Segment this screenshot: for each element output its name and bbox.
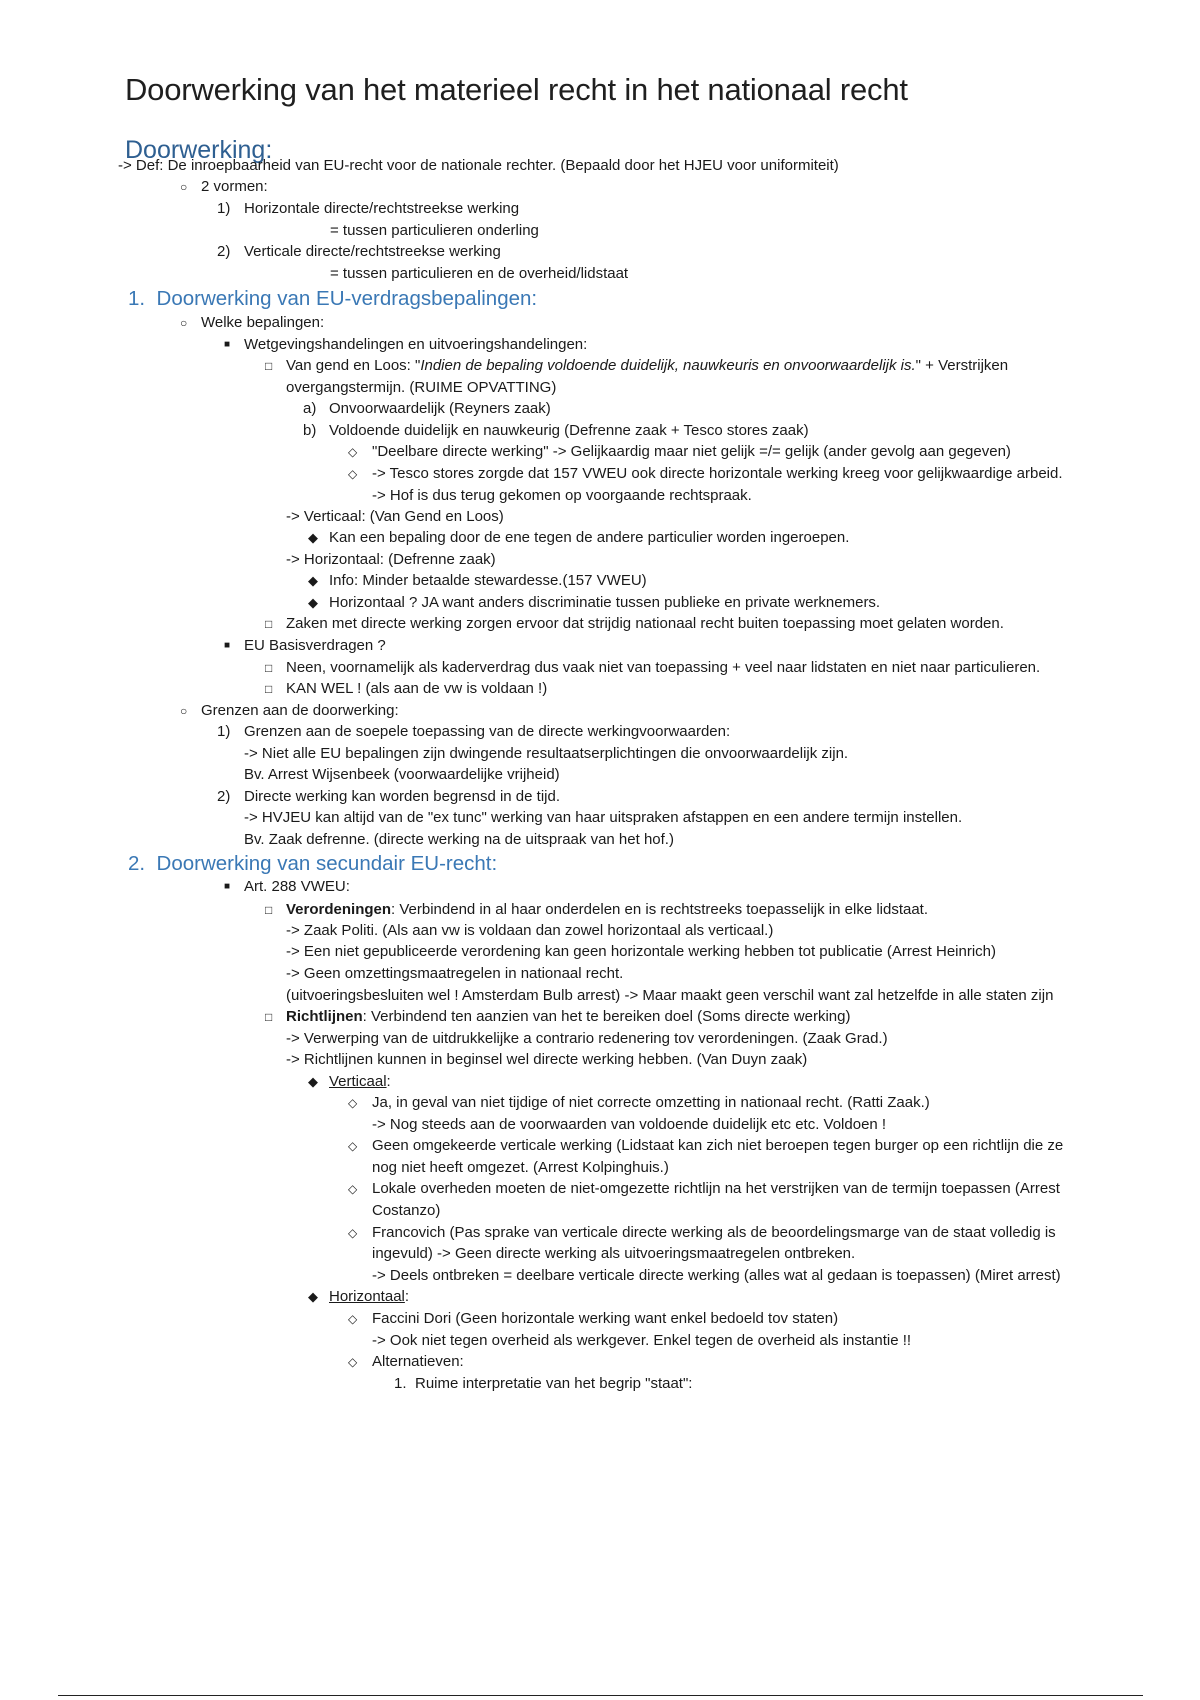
diamond-outline-icon: ◇ [348,1355,358,1369]
deelbare-line: "Deelbare directe werking" -> Gelijkaardig maar niet gelijk =/= gelijk (ander gevolg aan gegeven) [372,443,1011,460]
diamond-outline-icon: ◇ [348,1182,358,1196]
francovich-cont-line: ingevuld) -> Geen directe werking als uitvoeringsmaatregelen ontbreken. [372,1245,856,1262]
diamond-outline-icon: ◇ [348,1139,358,1153]
diamond-filled-icon: ◆ [308,573,318,588]
list-letter: b) [303,422,317,439]
horiz-ja-line: Horizontaal ? JA want anders discriminatie tussen publieke en private werknemers. [329,594,881,611]
box-bullet-icon: □ [265,617,273,631]
text-span: : Verbindend in al haar onderdelen en is rechtstreeks toepasselijk in elke lidstaat. [391,901,929,918]
grenzen-1-line: Grenzen aan de soepele toepassing van de directe werkingvoorwaarden: [244,723,731,740]
horizontal-desc-line: = tussen particulieren onderling [330,222,539,239]
onvoorwaardelijk-line: Onvoorwaardelijk (Reyners zaak) [329,400,551,417]
box-bullet-icon: □ [265,661,273,675]
diamond-filled-icon: ◆ [308,1074,318,1089]
politi-line: -> Zaak Politi. (Als aan vw is voldaan dan zowel horizontaal als verticaal.) [286,922,774,939]
circle-bullet-icon: ○ [180,316,188,330]
vertical-line: Verticale directe/rechtstreekse werking [244,243,501,260]
bold-term: Richtlijnen [286,1008,363,1025]
diamond-filled-icon: ◆ [308,530,318,545]
text-span: : [386,1073,391,1090]
alternatieven-line: Alternatieven: [372,1353,464,1370]
francovich-line: Francovich (Pas sprake van verticale directe werking als de beoordelingsmarge van de staat volledig is [372,1224,1056,1241]
list-number: 1) [217,723,231,740]
horizontal-line: Horizontale directe/rechtstreekse werking [244,200,520,217]
faccini-line: Faccini Dori (Geen horizontale werking want enkel bedoeld tov staten) [372,1310,839,1327]
eu-basis-line: EU Basisverdragen ? [244,637,386,654]
verwerping-line: -> Verwerping van de uitdrukkelijke a contrario redenering tov verordeningen. (Zaak Grad.) [286,1030,888,1047]
vertical-desc-line: = tussen particulieren en de overheid/lidstaat [330,265,629,282]
bold-term: Verordeningen [286,901,392,918]
text-span: Van gend en Loos: " [286,357,421,374]
section-heading-doorwerking: Doorwerking: [125,136,273,164]
grenzen-2a-line: -> HVJEU kan altijd van de "ex tunc" werking van haar uitspraken afstappen en een andere termijn instellen. [244,809,963,826]
box-bullet-icon: □ [265,903,273,917]
diamond-outline-icon: ◇ [348,1226,358,1240]
lokale-line: Lokale overheden moeten de niet-omgezette richtlijn na het verstrijken van de termijn toepassen (Arrest [372,1180,1060,1197]
section-heading-verdragsbepalingen [128,287,537,311]
verticaal-heading-line [329,1072,391,1092]
text-span: : [404,1288,410,1305]
section-heading-text: Doorwerking van EU-verdragsbepalingen: [156,287,538,310]
page-title: Doorwerking van het materieel recht in het nationaal recht [125,72,908,107]
section-heading-secundair [128,852,497,876]
horizontaal-heading-line [329,1287,409,1307]
kan-wel-line: KAN WEL ! (als aan de vw is voldaan !) [286,680,548,697]
text-span: : Verbindend ten aanzien van het te bereiken doel (Soms directe werking) [362,1008,851,1025]
richtlijnen-line [286,1007,850,1027]
art288-line: Art. 288 VWEU: [244,878,350,895]
bulb-line: (uitvoeringsbesluiten wel ! Amsterdam Bulb arrest) -> Maar maakt geen verschil want zal hetzelfde in alle staten zijn [286,987,1054,1004]
list-number: 1) [217,200,231,217]
quote-italic: Indien de bepaling voldoende duidelijk, nauwkeuris en onvoorwaardelijk is. [420,357,916,374]
section-heading-text: Doorwerking van secundair EU-recht: [156,852,498,875]
ruime-line: Ruime interpretatie van het begrip "staat": [415,1375,693,1392]
list-number: 1. [394,1375,407,1392]
verordeningen-line [286,900,928,920]
omgekeerde-line: Geen omgekeerde verticale werking (Lidstaat kan zich niet beroepen tegen burger op een richtlijn die ze [372,1137,1064,1154]
heinrich-line: -> Een niet gepubliceerde verordening kan geen horizontale werking hebben tot publicatie (Arrest Heinrich) [286,943,997,960]
grenzen-2-line: Directe werking kan worden begrensd in de tijd. [244,788,561,805]
nog-steeds-line: -> Nog steeds aan de voorwaarden van voldoende duidelijk etc etc. Voldoen ! [372,1116,887,1133]
voldoende-line: Voldoende duidelijk en nauwkeurig (Defrenne zaak + Tesco stores zaak) [329,422,809,439]
neen-line: Neen, voornamelijk als kaderverdrag dus vaak niet van toepassing + veel naar lidstaten en niet naar particulieren. [286,659,1041,676]
diamond-outline-icon: ◇ [348,445,358,459]
van-gend-line [286,356,1008,376]
list-number: 2) [217,788,231,805]
welke-line: Welke bepalingen: [201,314,325,331]
circle-bullet-icon: ○ [180,704,188,718]
vormen-line: 2 vormen: [201,178,268,195]
square-bullet-icon: ■ [224,881,231,892]
list-letter: a) [303,400,317,417]
wetgeving-line: Wetgevingshandelingen en uitvoeringshandelingen: [244,336,588,353]
horizontaal-def-line: -> Horizontaal: (Defrenne zaak) [286,551,496,568]
diamond-outline-icon: ◇ [348,1312,358,1326]
miret-line: -> Deels ontbreken = deelbare verticale directe werking (alles wat al gedaan is toepassen) (Miret arrest) [372,1267,1061,1284]
kan-bepaling-line: Kan een bepaling door de ene tegen de andere particulier worden ingeroepen. [329,529,850,546]
grenzen-1b-line: Bv. Arrest Wijsenbeek (voorwaardelijke vrijheid) [244,766,560,783]
definition-line: -> Def: De inroepbaarheid van EU-recht voor de nationale rechter. (Bepaald door het HJEU voor uniformiteit) [118,157,839,174]
box-bullet-icon: □ [265,682,273,696]
footer-rule [58,1695,1143,1696]
grenzen-line: Grenzen aan de doorwerking: [201,702,399,719]
zaken-line: Zaken met directe werking zorgen ervoor dat strijdig nationaal recht buiten toepassing moet gelaten worden. [286,615,1004,632]
ratti-line: Ja, in geval van niet tijdige of niet correcte omzetting in nationaal recht. (Ratti Zaak.) [372,1094,930,1111]
square-bullet-icon: ■ [224,339,231,350]
grenzen-2b-line: Bv. Zaak defrenne. (directe werking na de uitspraak van het hof.) [244,831,674,848]
diamond-outline-icon: ◇ [348,467,358,481]
diamond-filled-icon: ◆ [308,1289,318,1304]
underlined-term: Verticaal [329,1073,387,1090]
van-duyn-line: -> Richtlijnen kunnen in beginsel wel directe werking hebben. (Van Duyn zaak) [286,1051,808,1068]
list-number: 2) [217,243,231,260]
section-number: 2. [128,852,146,875]
circle-bullet-icon: ○ [180,180,188,194]
costanzo-line: Costanzo) [372,1202,441,1219]
hof-line: -> Hof is dus terug gekomen op voorgaande rechtspraak. [372,487,752,504]
tesco-line: -> Tesco stores zorgde dat 157 VWEU ook directe horizontale werking kreeg voor gelijkwaardige arbeid. [372,465,1063,482]
geen-omzetting-line: -> Geen omzettingsmaatregelen in nationaal recht. [286,965,624,982]
ook-niet-line: -> Ook niet tegen overheid als werkgever. Enkel tegen de overheid als instantie !! [372,1332,912,1349]
underlined-term: Horizontaal [329,1288,405,1305]
grenzen-1a-line: -> Niet alle EU bepalingen zijn dwingende resultaatserplichtingen die onvoorwaardelijk zijn. [244,745,849,762]
box-bullet-icon: □ [265,359,273,373]
info-line: Info: Minder betaalde stewardesse.(157 VWEU) [329,572,647,589]
square-bullet-icon: ■ [224,640,231,651]
kolpinghuis-line: nog niet heeft omgezet. (Arrest Kolpinghuis.) [372,1159,669,1176]
diamond-outline-icon: ◇ [348,1096,358,1110]
overgangstermijn-line: overgangstermijn. (RUIME OPVATTING) [286,379,557,396]
verticaal-vgl-line: -> Verticaal: (Van Gend en Loos) [286,508,504,525]
section-number: 1. [128,287,146,310]
diamond-filled-icon: ◆ [308,595,318,610]
text-span: " + Verstrijken [915,357,1009,374]
box-bullet-icon: □ [265,1010,273,1024]
